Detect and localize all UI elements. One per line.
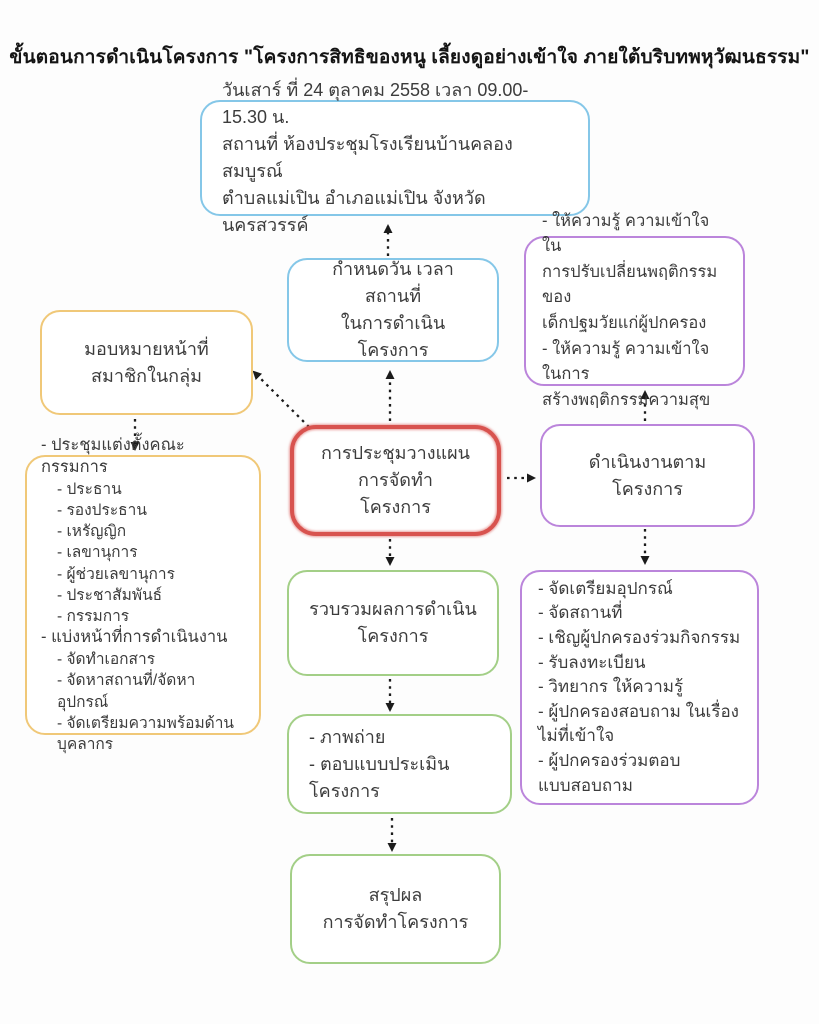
evidence-box [287,714,512,814]
text-line: มอบหมายหน้าที่ [84,338,209,359]
text-line: - เลขานุการ [57,544,138,562]
text-line: - ผู้ปกครองสอบถาม ในเรื่องไม่ที่เข้าใจ [538,701,739,746]
arrow-meeting-to-assign [254,372,309,427]
text-line: สร้างพฤติกรรมความสุข [542,390,711,409]
text-line: โครงการ [360,497,431,517]
implement-project-box [540,424,755,527]
text-line: วันเสาร์ ที่ 24 ตุลาคม 2558 เวลา 09.00-15.30 น. [222,80,529,127]
text-line: ตำบลแม่เปิน อำเภอแม่เปิน จังหวัดนครสวรรค์ [222,188,486,235]
schedule-details-box [200,80,590,235]
text-line: สรุปผล [368,885,423,905]
text-line: กำหนดวัน เวลา สถานที่ [332,259,454,306]
text-line: - จัดเตรียมความพร้อมด้านบุคลากร [57,714,235,754]
text-line: - ภาพถ่าย [309,726,386,747]
set-date-venue-box [287,258,499,362]
text-line: - ให้ความรู้ ความเข้าใจใน [542,211,710,256]
text-line: รวบรวมผลการดำเนิน [309,599,477,619]
text-line: การประชุมวางแผนการจัดทำ [321,443,470,490]
text-line: โครงการ [357,626,429,646]
knowledge-goals-box [524,211,745,409]
text-line: - เหรัญญิก [57,523,127,541]
text-line: สถานที่ ห้องประชุมโรงเรียนบ้านคลองสมบูรณ์ [222,134,513,181]
implementation-tasks-box [520,570,759,805]
diagram-title: ขั้นตอนการดำเนินโครงการ "โครงการสิทธิของหนู เลี้ยงดูอย่างเข้าใจ ภายใต้บริบทพหุวัฒนธรรม" [9,47,810,68]
text-line: ดำเนินงานตามโครงการ [588,451,707,499]
text-line: เด็กปฐมวัยแก่ผู้ปกครอง [542,314,707,332]
assign-duties-box [40,310,253,415]
text-line: - วิทยากร ให้ความรู้ [538,677,684,697]
collect-results-box [287,570,499,676]
text-line: - รองประธาน [57,501,147,519]
text-line: การจัดทำโครงการ [322,912,469,932]
text-line: - ประชุมแต่งตั้งคณะกรรมการ [41,435,185,476]
text-line: การปรับเปลี่ยนพฤติกรรมของ [542,262,718,307]
text-line: - ประชาสัมพันธ์ [57,586,163,604]
text-line: - เชิญผู้ปกครองร่วมกิจกรรม [538,627,741,647]
text-line: - ตอบแบบประเมินโครงการ [309,753,450,801]
text-line: - กรรมการ [57,607,130,625]
text-line: - แบ่งหน้าที่การดำเนินงาน [41,628,228,647]
text-line: สมาชิกในกลุ่ม [91,365,202,386]
text-line: - ให้ความรู้ ความเข้าใจในการ [542,339,710,384]
text-line: - จัดเตรียมอุปกรณ์ [538,578,673,598]
text-line: - ผู้ช่วยเลขานุการ [57,565,175,583]
text-line: ในการดำเนินโครงการ [340,313,446,360]
text-line: - รับลงทะเบียน [538,652,646,672]
committee-list-box [25,435,261,754]
text-line: - จัดหาสถานที่/จัดหาอุปกรณ์ [57,672,196,711]
text-line: - จัดสถานที่ [538,603,623,623]
text-line: - ผู้ปกครองร่วมตอบแบบสอบถาม [538,751,681,795]
text-line: - จัดทำเอกสาร [57,651,156,669]
text-line: - ประธาน [57,480,122,498]
summary-box [290,854,501,964]
planning-meeting-box [290,425,501,536]
